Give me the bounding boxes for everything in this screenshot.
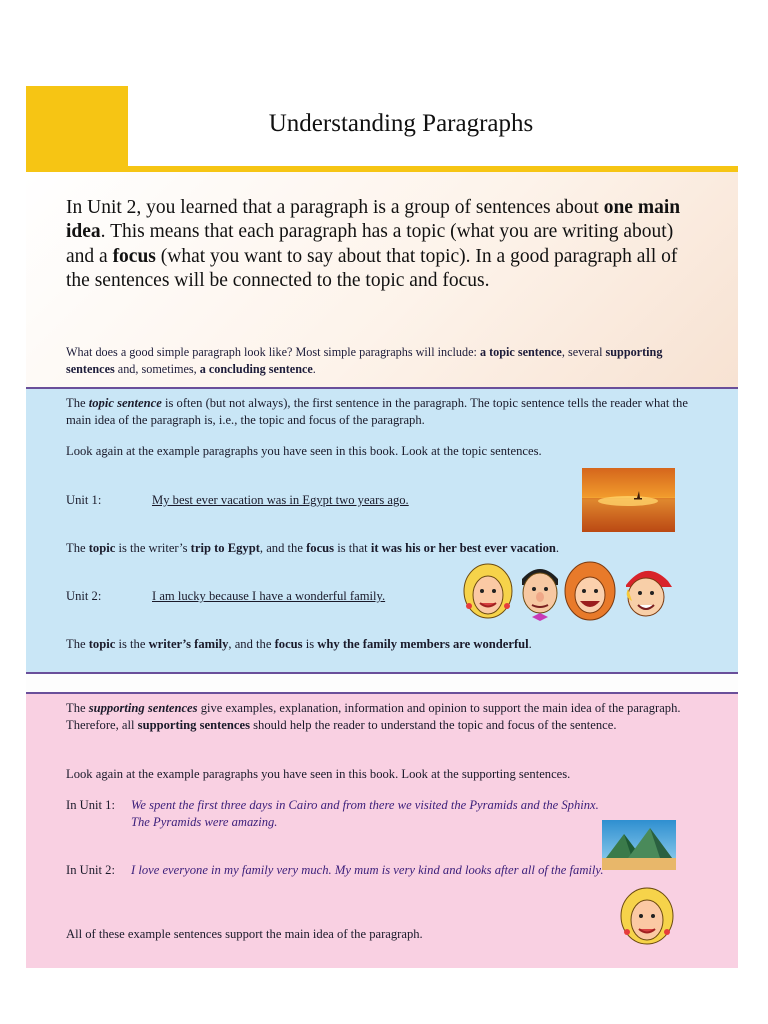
intro-q-bold-3: a concluding sentence — [199, 362, 313, 376]
egypt-sunset-image — [582, 468, 675, 532]
topic-look-again: Look again at the example paragraphs you have seen in this book. Look at the topic sentences. — [66, 444, 542, 458]
unit1-label: Unit 1: — [66, 493, 102, 507]
unit1-explanation — [66, 540, 686, 557]
intro-q-text-3: and, sometimes, — [114, 362, 200, 376]
support-italic-term: supporting sentences — [88, 701, 198, 715]
intro-text-2: . This means that each paragraph has a topic (what you are writing about) and a — [66, 221, 674, 267]
support-unit1-line1: We spent the first three days in Cairo and from there we visited the Pyramids and the Sphinx. — [131, 798, 599, 812]
intro-q-text-1: What does a good simple paragraph look like? Most simple paragraphs will include: — [66, 345, 480, 359]
u2e-bold-3: focus — [274, 637, 303, 651]
intro-q-text-2: , several — [561, 345, 606, 359]
supporting-explanation — [66, 700, 706, 734]
u2e-bold-4: why the family members are wonderful — [317, 637, 529, 651]
unit2-label: Unit 2: — [66, 589, 102, 603]
support-text-1: The — [66, 701, 89, 715]
topic-sentence-section — [26, 389, 738, 672]
u1e-text-4: is that — [334, 541, 371, 555]
support-text-3: should help the reader to understand the topic and focus of the sentence. — [249, 718, 617, 732]
u2e-bold-2: writer’s family — [148, 637, 229, 651]
intro-q-text-4: . — [312, 362, 316, 376]
intro-question — [66, 344, 706, 378]
intro-bold-focus: focus — [112, 245, 156, 267]
intro-q-bold-1: a topic sentence — [479, 345, 562, 359]
u1e-bold-2: trip to Egypt — [190, 541, 260, 555]
document-page — [26, 86, 738, 968]
u2e-text-3: , and the — [228, 637, 275, 651]
topic-text-2: is often (but not always), the first sentence in the paragraph. The topic sentence tells the reader what the main idea of the paragraph is, i.e., the topic and focus of the paragraph. — [66, 396, 688, 427]
u1e-bold-4: it was his or her best ever vacation — [370, 541, 556, 555]
support-unit2-label: In Unit 2: — [66, 863, 115, 877]
section-gap — [26, 674, 738, 692]
u2e-text-2: is the — [115, 637, 149, 651]
u1e-text-1: The — [66, 541, 89, 555]
cartoon-family-image — [462, 561, 674, 623]
page-title: Understanding Paragraphs — [268, 110, 534, 137]
intro-text-1: In Unit 2, you learned that a paragraph is a group of sentences about — [66, 197, 604, 218]
support-unit1-line2: The Pyramids were amazing. — [131, 815, 278, 829]
intro-paragraph — [66, 196, 706, 293]
cartoon-mum-image — [618, 886, 676, 946]
u2e-text-5: . — [528, 637, 532, 651]
u2e-text-4: is — [302, 637, 318, 651]
topic-explanation — [66, 395, 706, 429]
support-bold-term: supporting sentences — [137, 718, 250, 732]
topic-italic-term: topic sentence — [88, 396, 162, 410]
page-header — [26, 86, 738, 172]
u1e-bold-3: focus — [306, 541, 335, 555]
u2e-bold-1: topic — [88, 637, 116, 651]
intro-text-3: (what you want to say about that topic). In a good paragraph all of the sentences will be connected to the topic and focus. — [66, 245, 678, 291]
support-text-2: give examples, explanation, information and opinion to support the main idea of the paragraph. Therefore, all — [66, 701, 681, 732]
unit2-topic-sentence: I am lucky because I have a wonderful family. — [152, 589, 386, 603]
u1e-text-5: . — [555, 541, 560, 555]
support-unit2-sentence: I love everyone in my family very much. My mum is very kind and looks after all of the family. — [131, 863, 604, 877]
intro-bold-main-idea: one main idea — [66, 197, 681, 243]
u1e-bold-1: topic — [88, 541, 116, 555]
topic-text-1: The — [66, 396, 89, 410]
u1e-text-2: is the writer’s — [115, 541, 191, 555]
u2e-text-1: The — [66, 637, 89, 651]
u1e-text-3: , and the — [259, 541, 307, 555]
intro-q-bold-2: supporting sentences — [66, 345, 663, 376]
unit1-topic-sentence: My best ever vacation was in Egypt two years ago. — [152, 493, 409, 507]
supporting-sentences-section — [26, 694, 738, 968]
header-accent-block — [26, 86, 128, 172]
unit2-explanation — [66, 636, 706, 653]
supporting-look-again: Look again at the example paragraphs you have seen in this book. Look at the supporting sentences. — [66, 767, 571, 781]
supporting-closing: All of these example sentences support the main idea of the paragraph. — [66, 927, 423, 941]
support-unit1-label: In Unit 1: — [66, 798, 115, 812]
